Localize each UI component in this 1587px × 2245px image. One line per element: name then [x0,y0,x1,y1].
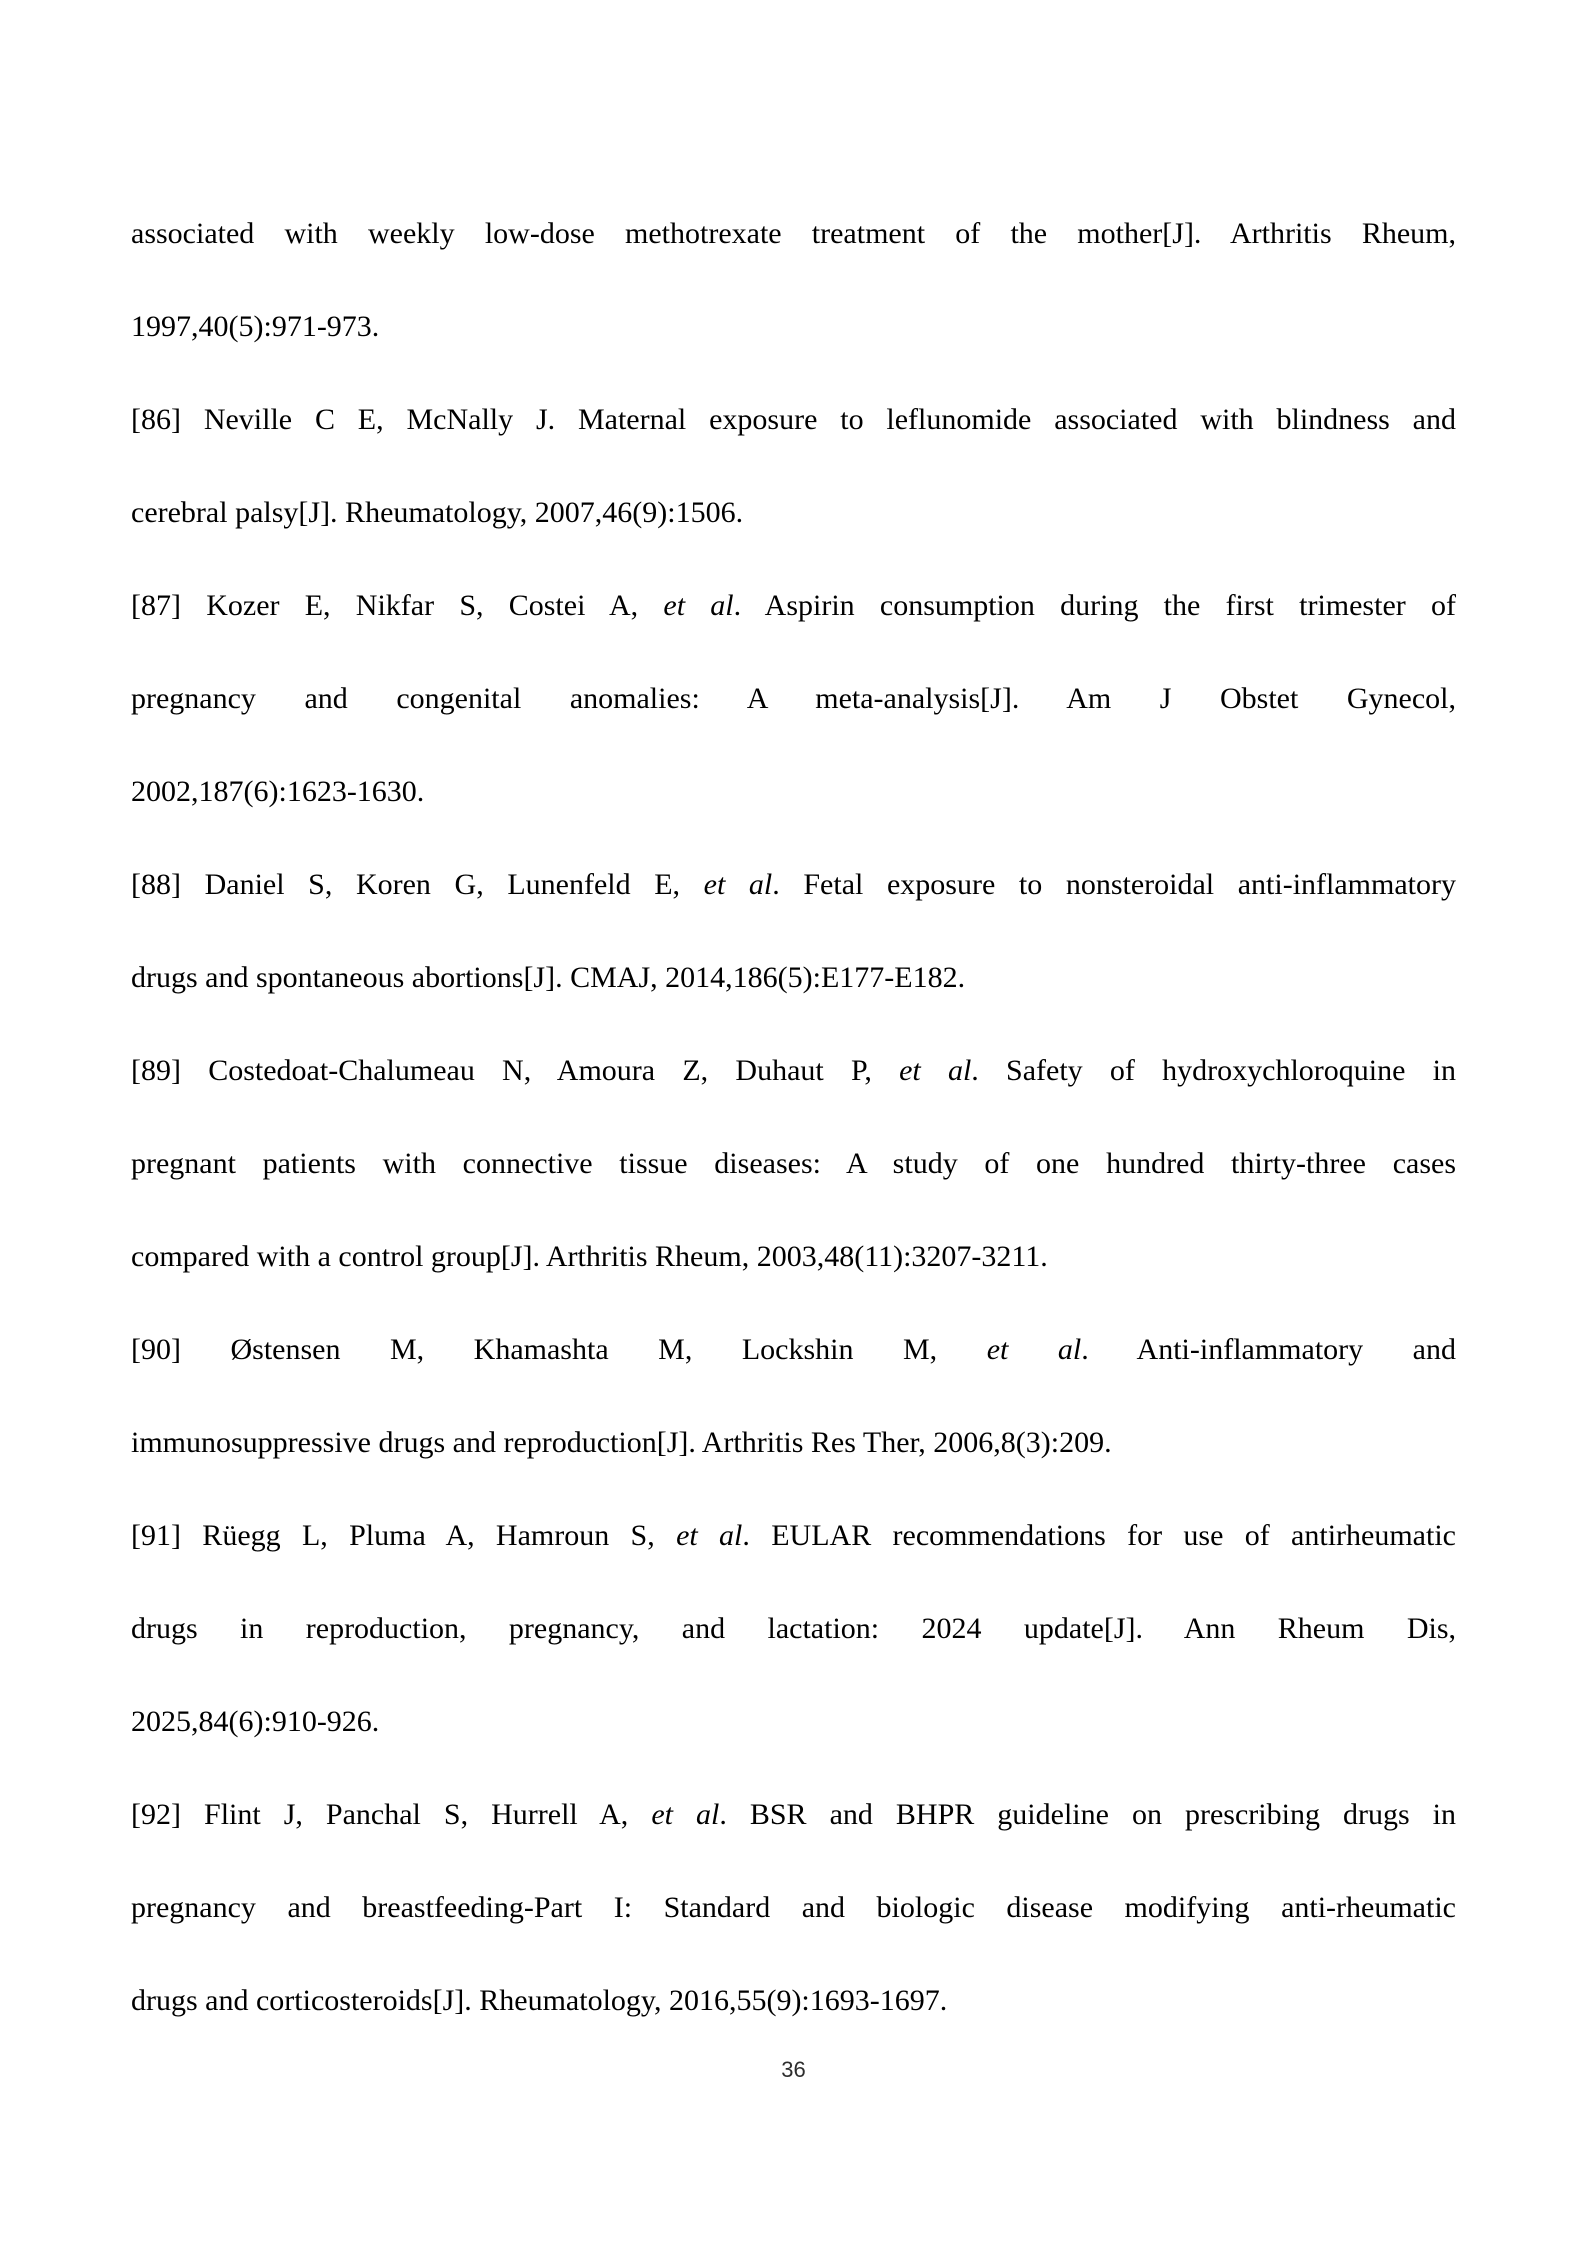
reference-line [131,1768,1456,1861]
reference-entry [131,559,1456,838]
reference-entry [131,187,1456,373]
reference-line [131,1954,1456,2047]
reference-text: associated with weekly low-dose methotrexate treatment of the mother[J]. Arthritis Rheum, [131,217,1456,250]
reference-text: . BSR and BHPR guideline on prescribing drugs in [719,1798,1456,1831]
reference-text: cerebral palsy[J]. Rheumatology, 2007,46(9):1506. [131,496,744,529]
reference-text: [87] Kozer E, Nikfar S, Costei A, [131,589,664,622]
reference-line [131,931,1456,1024]
reference-text: [92] Flint J, Panchal S, Hurrell A, [131,1798,652,1831]
et-al-text: et al [986,1333,1082,1366]
reference-line [131,652,1456,745]
reference-text: 2025,84(6):910-926. [131,1705,380,1738]
reference-text: . EULAR recommendations for use of antirheumatic [742,1519,1456,1552]
reference-text: . Aspirin consumption during the first trimester of [733,589,1456,622]
reference-text: drugs and spontaneous abortions[J]. CMAJ, 2014,186(5):E177-E182. [131,961,966,994]
reference-text: [91] Rüegg L, Pluma A, Hamroun S, [131,1519,677,1552]
reference-text: 2002,187(6):1623-1630. [131,775,425,808]
reference-line [131,1489,1456,1582]
et-al-text: et al [676,1519,743,1552]
reference-text: immunosuppressive drugs and reproduction[J]. Arthritis Res Ther, 2006,8(3):209. [131,1426,1112,1459]
et-al-text: et al [703,868,773,901]
reference-line [131,1024,1456,1117]
reference-entry [131,1024,1456,1303]
reference-line [131,466,1456,559]
reference-text: pregnant patients with connective tissue diseases: A study of one hundred thirty-three cases [131,1147,1456,1180]
reference-line [131,559,1456,652]
et-al-text: et al [899,1054,972,1087]
reference-text: drugs and corticosteroids[J]. Rheumatology, 2016,55(9):1693-1697. [131,1984,948,2017]
reference-text: pregnancy and breastfeeding-Part I: Standard and biologic disease modifying anti-rheumatic [131,1891,1456,1924]
reference-text: [86] Neville C E, McNally J. Maternal exposure to leflunomide associated with blindness and [131,403,1456,436]
reference-entry [131,838,1456,1024]
reference-text: [88] Daniel S, Koren G, Lunenfeld E, [131,868,704,901]
reference-text: . Anti-inflammatory and [1081,1333,1456,1366]
reference-entry [131,373,1456,559]
reference-line [131,280,1456,373]
reference-line [131,1582,1456,1675]
reference-line [131,1861,1456,1954]
reference-entry [131,1303,1456,1489]
reference-text: [90] Østensen M, Khamashta M, Lockshin M, [131,1333,987,1366]
reference-line [131,1303,1456,1396]
reference-entry [131,1489,1456,1768]
reference-text: compared with a control group[J]. Arthritis Rheum, 2003,48(11):3207-3211. [131,1240,1048,1273]
reference-text: [89] Costedoat-Chalumeau N, Amoura Z, Duhaut P, [131,1054,900,1087]
page-number: 36 [781,2057,806,2082]
reference-text: . Fetal exposure to nonsteroidal anti-inflammatory [772,868,1456,901]
reference-entry [131,1768,1456,2047]
reference-line [131,187,1456,280]
et-al-text: et al [663,589,734,622]
reference-text: 1997,40(5):971-973. [131,310,380,343]
references-list [131,187,1456,2047]
reference-line [131,838,1456,931]
reference-line [131,1117,1456,1210]
reference-line [131,745,1456,838]
reference-line [131,1396,1456,1489]
reference-line [131,1210,1456,1303]
reference-text: . Safety of hydroxychloroquine in [971,1054,1456,1087]
reference-line [131,1675,1456,1768]
reference-text: pregnancy and congenital anomalies: A meta-analysis[J]. Am J Obstet Gynecol, [131,682,1456,715]
et-al-text: et al [651,1798,720,1831]
reference-text: drugs in reproduction, pregnancy, and lactation: 2024 update[J]. Ann Rheum Dis, [131,1612,1456,1645]
reference-line [131,373,1456,466]
